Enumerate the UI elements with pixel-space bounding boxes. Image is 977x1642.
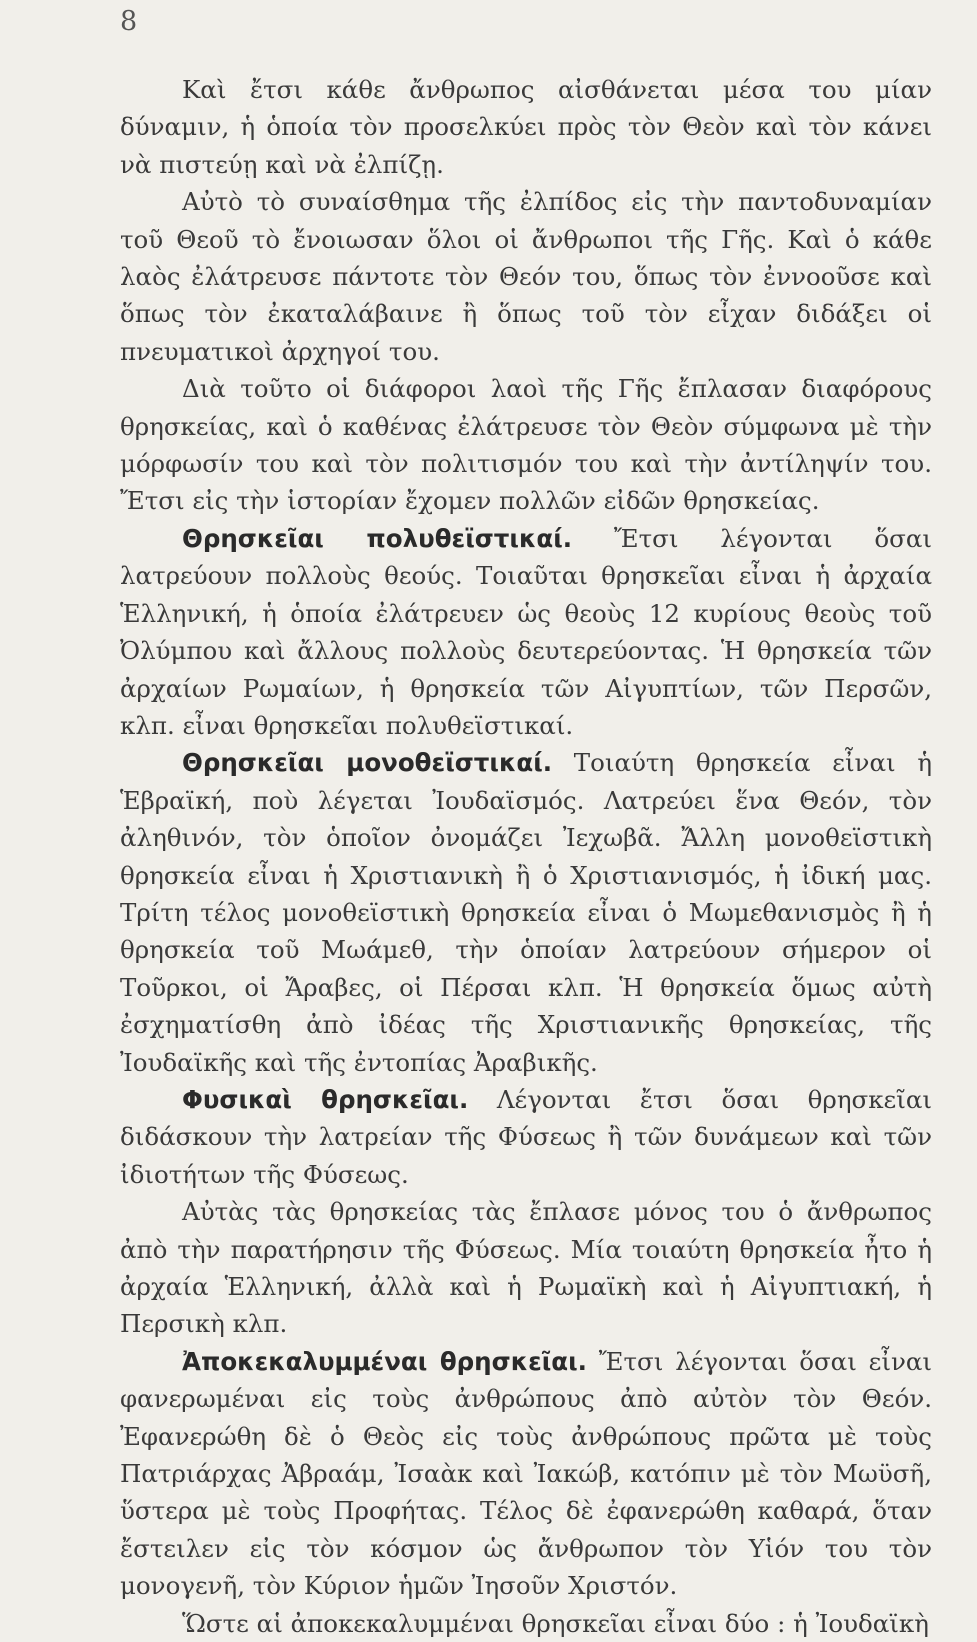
section-heading-monotheistic: Θρησκεῖαι μονοθεϊστικαί. [182, 748, 553, 778]
paragraph-3 [120, 370, 932, 520]
paragraph-text: Αὐτὸ τὸ συναίσθημα τῆς ἐλπίδος εἰς τὴν παντοδυναμίαν τοῦ Θεοῦ τὸ ἔνοιωσαν ὅλοι οἱ ἄνθρωποι τῆς Γῆς. Καὶ ὁ κάθε λαὸς ἐλάτρευσε πάντοτε τὸν Θεόν του, ὅπως τὸν ἐννοοῦσε καὶ ὅπως τὸν ἐκαταλάβαινε ἢ ὅπως τοῦ τὸν εἶχαν διδάξει οἱ πνευματικοὶ ἀρχηγοί του. [120, 187, 932, 366]
paragraph-text: Ἔτσι λέγονται ὅσαι λατρεύουν πολλοὺς θεούς. Τοιαῦται θρησκεῖαι εἶναι ἡ ἀρχαία Ἑλληνική, ἡ ὁποία ἐλάτρευεν ὡς θεοὺς 12 κυρίους θεοὺς τοῦ Ὀλύμπου καὶ ἄλλους πολλοὺς δευτερεύοντας. Ἡ θρησκεία τῶν ἀρχαίων Ρωμαίων, ἡ θρησκεία τῶν Αἰγυπτίων, τῶν Περσῶν, κλπ. εἶναι θρησκεῖαι πολυθεϊστικαί. [120, 523, 932, 740]
paragraph-monotheistic [120, 744, 932, 1081]
paragraph-text: Ἔτσι λέγονται ὅσαι εἶναι φανερωμέναι εἰς τοὺς ἀνθρώπους ἀπὸ αὐτὸν τὸν Θεόν. Ἐφανερώθη δὲ ὁ Θεὸς εἰς τοὺς ἀνθρώπους πρῶτα μὲ τοὺς Πατριάρχας Ἀβραάμ, Ἰσαὰκ καὶ Ἰακώβ, κατόπιν μὲ τὸν Μωϋσῆ, ὕστερα μὲ τοὺς Προφήτας. Τέλος δὲ ἐφανερώθη καθαρά, ὅταν ἔστειλεν εἰς τὸν κόσμον ὡς ἄνθρωπον τὸν Υἱόν του τὸν μονογενῆ, τὸν Κύριον ἡμῶν Ἰησοῦν Χριστόν. [120, 1346, 932, 1601]
section-heading-revealed: Ἀποκεκαλυμμέναι θρησκεῖαι. [182, 1346, 587, 1376]
paragraph-text: Ὥστε αἱ ἀποκεκαλυμμέναι θρησκεῖαι εἶναι δύο : ἡ Ἰουδαϊκὴ [182, 1608, 929, 1638]
body-text [120, 71, 932, 1642]
paragraph-9 [120, 1605, 932, 1642]
paragraph-7 [120, 1193, 932, 1343]
paragraph-text: Τοιαύτη θρησκεία εἶναι ἡ Ἑβραϊκή, ποὺ λέγεται Ἰουδαϊσμός. Λατρεύει ἕνα Θεόν, τὸν ἀληθινόν, τὸν ὁποῖον ὀνομάζει Ἰεχωβᾶ. Ἄλλη μονοθεϊστικὴ θρησκεία εἶναι ἡ Χριστιανικὴ ἢ ὁ Χριστιανισμός, ἡ ἰδική μας. Τρίτη τέλος μονοθεϊστικὴ θρησκεία εἶναι ὁ Μωμεθανισμὸς ἢ ἡ θρησκεία τοῦ Μωάμεθ, τὴν ὁποίαν λατρεύουν σήμερον οἱ Τοῦρκοι, οἱ Ἄραβες, οἱ Πέρσαι κλπ. Ἡ θρησκεία ὅμως αὐτὴ ἐσχηματίσθη ἀπὸ ἰδέας τῆς Χριστιανικῆς θρησκείας, τῆς Ἰουδαϊκῆς καὶ τῆς ἐντοπίας Ἀραβικῆς. [120, 748, 932, 1077]
paragraph-polytheistic [120, 520, 932, 744]
section-heading-natural: Φυσικαὶ θρησκεῖαι. [182, 1084, 469, 1114]
paragraph-natural [120, 1081, 932, 1193]
paragraph-text: Διὰ τοῦτο οἱ διάφοροι λαοὶ τῆς Γῆς ἔπλασαν διαφόρους θρησκείας, καὶ ὁ καθένας ἐλάτρευσε τὸν Θεὸν σύμφωνα μὲ τὴν μόρφωσίν του καὶ τὸν πολιτισμόν του καὶ τὴν ἀντίληψίν του. Ἔτσι εἰς τὴν ἱστορίαν ἔχομεν πολλῶν εἰδῶν θρησκείας. [120, 374, 932, 516]
paragraph-text: Αὐτὰς τὰς θρησκείας τὰς ἔπλασε μόνος του ὁ ἄνθρωπος ἀπὸ τὴν παρατήρησιν τῆς Φύσεως. Μία τοιαύτη θρησκεία ἦτο ἡ ἀρχαία Ἑλληνική, ἀλλὰ καὶ ἡ Ρωμαϊκὴ καὶ ἡ Αἰγυπτιακή, ἡ Περσικὴ κλπ. [120, 1197, 932, 1339]
paragraph-text: Καὶ ἔτσι κάθε ἄνθρωπος αἰσθάνεται μέσα του μίαν δύναμιν, ἡ ὁποία τὸν προσελκύει πρὸς τὸν Θεὸν καὶ τὸν κάνει νὰ πιστεύῃ καὶ νὰ ἐλπίζῃ. [120, 75, 932, 179]
section-heading-polytheistic: Θρησκεῖαι πολυθεϊστικαί. [182, 523, 573, 553]
paragraph-2 [120, 183, 932, 370]
paragraph-revealed [120, 1343, 932, 1605]
page-number: 8 [120, 6, 138, 37]
paragraph-text: Λέγονται ἔτσι ὅσαι θρησκεῖαι διδάσκουν τὴν λατρείαν τῆς Φύσεως ἢ τῶν δυνάμεων καὶ τῶν ἰδιοτήτων τῆς Φύσεως. [120, 1084, 932, 1189]
paragraph-1 [120, 71, 932, 183]
